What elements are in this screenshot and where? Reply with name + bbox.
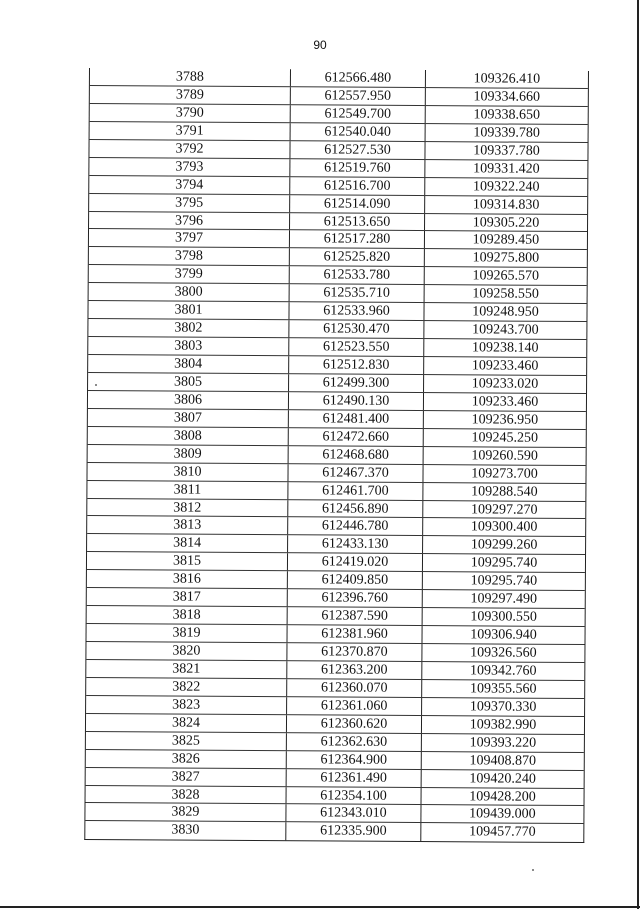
y-coordinate-cell: 109260.590: [471, 448, 538, 464]
x-coordinate-cell: 612519.760: [290, 159, 425, 177]
point-number-cell: 3820: [86, 642, 287, 660]
point-number-cell: 3827: [86, 768, 287, 786]
x-coordinate-cell: 612360.620: [287, 715, 422, 733]
point-number-cell: 3800: [89, 283, 290, 301]
y-coordinate-cell: 109233.460: [471, 394, 539, 410]
y-coordinate-cell: 109299.260: [470, 537, 538, 554]
y-coordinate-cell: 109233.460: [471, 358, 539, 374]
point-number-cell: 3816: [87, 570, 288, 588]
point-number-cell: 3793: [89, 158, 290, 176]
point-number-cell: 3792: [89, 140, 290, 158]
x-coordinate-cell: 612387.590: [288, 607, 423, 625]
point-number-cell: 3805: [88, 373, 289, 391]
x-coordinate-cell: 612557.950: [291, 87, 426, 105]
x-coordinate-cell: 612512.830: [289, 356, 424, 374]
point-number-cell: 3810: [87, 463, 288, 481]
x-coordinate-cell: 612456.890: [288, 500, 423, 518]
y-coordinate-cell: 109339.780: [473, 125, 540, 141]
x-coordinate-cell: 612525.820: [290, 249, 425, 267]
y-coordinate-cell: 109300.550: [470, 609, 537, 625]
page-border-bottom: [0, 906, 640, 908]
y-coordinate-cell: 109289.450: [472, 232, 540, 249]
y-coordinate-cell: 109297.270: [471, 501, 538, 518]
x-coordinate-cell: 612467.370: [288, 464, 423, 482]
y-coordinate-cell: 109300.400: [470, 519, 538, 536]
x-coordinate-cell: 612396.760: [288, 589, 423, 607]
point-number-cell: 3830: [85, 821, 286, 840]
point-number-cell: 3829: [85, 803, 286, 821]
y-coordinate-cell: 109305.220: [472, 214, 540, 231]
y-coordinate-cell: 109295.740: [470, 555, 538, 572]
table-row: [85, 821, 583, 842]
x-coordinate-cell: 612533.780: [290, 267, 425, 285]
y-coordinate-cell: 109236.950: [471, 412, 539, 428]
y-coordinate-cell: 109258.550: [472, 286, 539, 303]
x-coordinate-cell: 612419.020: [288, 554, 423, 572]
point-number-cell: 3817: [87, 588, 288, 606]
x-coordinate-cell: 612363.200: [287, 661, 422, 679]
point-number-cell: 3803: [88, 337, 289, 355]
point-number-cell: 3813: [87, 516, 288, 534]
point-number-cell: 3811: [87, 481, 288, 499]
point-number-cell: 3815: [87, 552, 288, 570]
point-number-cell: 3814: [87, 534, 288, 552]
y-coordinate-cell: 109238.140: [472, 340, 539, 356]
point-number-cell: 3794: [89, 176, 290, 194]
x-coordinate-cell: 612516.700: [290, 177, 425, 195]
y-coordinate-cell: 109275.800: [472, 250, 540, 267]
x-coordinate-cell: 612490.130: [289, 392, 424, 410]
point-number-cell: 3822: [86, 678, 287, 696]
x-coordinate-cell: 612499.300: [289, 374, 424, 392]
point-number-cell: 3804: [88, 355, 289, 373]
point-number-cell: 3790: [90, 104, 291, 122]
x-coordinate-cell: 612360.070: [287, 679, 422, 697]
x-coordinate-cell: 612343.010: [286, 805, 421, 823]
scan-speck: [532, 869, 534, 871]
scan-speck: [95, 384, 97, 386]
point-number-cell: 3807: [88, 409, 289, 427]
x-coordinate-cell: 612566.480: [291, 69, 426, 87]
x-coordinate-cell: 612364.900: [287, 751, 422, 769]
x-coordinate-cell: 612335.900: [286, 823, 421, 842]
x-coordinate-cell: 612370.870: [287, 643, 422, 661]
point-number-cell: 3825: [86, 732, 287, 750]
y-coordinate-cell: 109306.940: [470, 627, 537, 643]
point-number-cell: 3821: [86, 660, 287, 678]
x-coordinate-cell: 612549.700: [291, 105, 426, 123]
x-coordinate-cell: 612354.100: [287, 787, 422, 805]
point-number-cell: 3799: [89, 265, 290, 283]
point-number-cell: 3798: [89, 247, 290, 265]
y-coordinate-cell: 109265.570: [472, 268, 540, 285]
y-coordinate-cell: 109248.950: [472, 304, 539, 320]
y-coordinate-cell: 109342.760: [470, 663, 537, 679]
x-coordinate-cell: 612535.710: [290, 284, 425, 302]
x-coordinate-cell: 612523.550: [289, 338, 424, 356]
point-number-cell: 3789: [90, 86, 291, 104]
x-coordinate-cell: 612381.960: [287, 625, 422, 643]
y-coordinate-cell: 109338.650: [473, 107, 541, 123]
y-coordinate-cell: 109420.240: [469, 770, 536, 787]
x-coordinate-cell: 612362.630: [287, 733, 422, 751]
point-number-cell: 3791: [90, 122, 291, 140]
x-coordinate-cell: 612468.680: [289, 446, 424, 464]
y-coordinate-cell: 109314.830: [472, 196, 540, 213]
x-coordinate-cell: 612361.060: [287, 697, 422, 715]
x-coordinate-cell: 612513.650: [290, 213, 425, 231]
y-coordinate-cell: 109439.000: [469, 806, 536, 823]
point-number-cell: 3795: [89, 194, 290, 212]
y-coordinate-cell: 109334.660: [473, 89, 541, 105]
x-coordinate-cell: 612433.130: [288, 536, 423, 554]
x-coordinate-cell: 612527.530: [290, 141, 425, 159]
x-coordinate-cell: 612481.400: [289, 410, 424, 428]
point-number-cell: 3812: [87, 498, 288, 516]
page-number: 90: [313, 38, 327, 52]
x-coordinate-cell: 612409.850: [288, 571, 423, 589]
y-coordinate-cell: 109393.220: [469, 735, 537, 751]
point-number-cell: 3826: [86, 750, 287, 768]
y-coordinate-cell: 109297.490: [470, 591, 538, 607]
y-coordinate-cell: 109326.410: [473, 71, 541, 87]
y-coordinate-cell: 109233.020: [471, 376, 539, 392]
coordinates-table: [84, 68, 589, 843]
y-coordinate-cell: 109326.560: [470, 645, 537, 661]
y-coordinate-cell: 109355.560: [469, 681, 537, 697]
point-number-cell: 3808: [88, 427, 289, 445]
x-coordinate-cell: 612540.040: [291, 123, 426, 141]
y-coordinate-cell: 109337.780: [473, 143, 540, 159]
point-number-cell: 3823: [86, 696, 287, 714]
page-border-right: [637, 0, 639, 909]
point-number-cell: 3788: [90, 68, 291, 86]
y-coordinate-cell: 109295.740: [470, 573, 538, 589]
y-coordinate-cell: 109288.540: [471, 483, 538, 500]
y-coordinate-cell: 109408.870: [469, 752, 537, 769]
point-number-cell: 3828: [86, 785, 287, 803]
point-number-cell: 3801: [88, 301, 289, 319]
y-coordinate-cell: 109245.250: [471, 430, 539, 446]
x-coordinate-cell: 612514.090: [290, 195, 425, 213]
y-coordinate-cell: 109428.200: [469, 788, 536, 805]
y-coordinate-cell: 109457.770: [469, 824, 536, 841]
y-coordinate-cell: 109382.990: [469, 717, 537, 733]
point-number-cell: 3809: [88, 445, 289, 463]
y-coordinate-cell: 109370.330: [469, 699, 537, 715]
point-number-cell: 3802: [88, 319, 289, 337]
point-number-cell: 3819: [86, 624, 287, 642]
x-coordinate-cell: 612472.660: [289, 428, 424, 446]
y-coordinate-cell: 109331.420: [473, 161, 540, 177]
y-coordinate-cell: 109243.700: [472, 322, 539, 338]
x-coordinate-cell: 612533.960: [289, 302, 424, 320]
point-number-cell: 3818: [87, 606, 288, 624]
x-coordinate-cell: 612446.780: [288, 518, 423, 536]
point-number-cell: 3796: [89, 212, 290, 230]
y-coordinate-cell: 109273.700: [471, 465, 538, 482]
x-coordinate-cell: 612517.280: [290, 231, 425, 249]
x-coordinate-cell: 612361.490: [287, 769, 422, 787]
x-coordinate-cell: 612461.700: [288, 482, 423, 500]
y-coordinate-cell: 109322.240: [472, 178, 540, 195]
point-number-cell: 3797: [89, 229, 290, 247]
point-number-cell: 3824: [86, 714, 287, 732]
point-number-cell: 3806: [88, 391, 289, 409]
x-coordinate-cell: 612530.470: [289, 320, 424, 338]
